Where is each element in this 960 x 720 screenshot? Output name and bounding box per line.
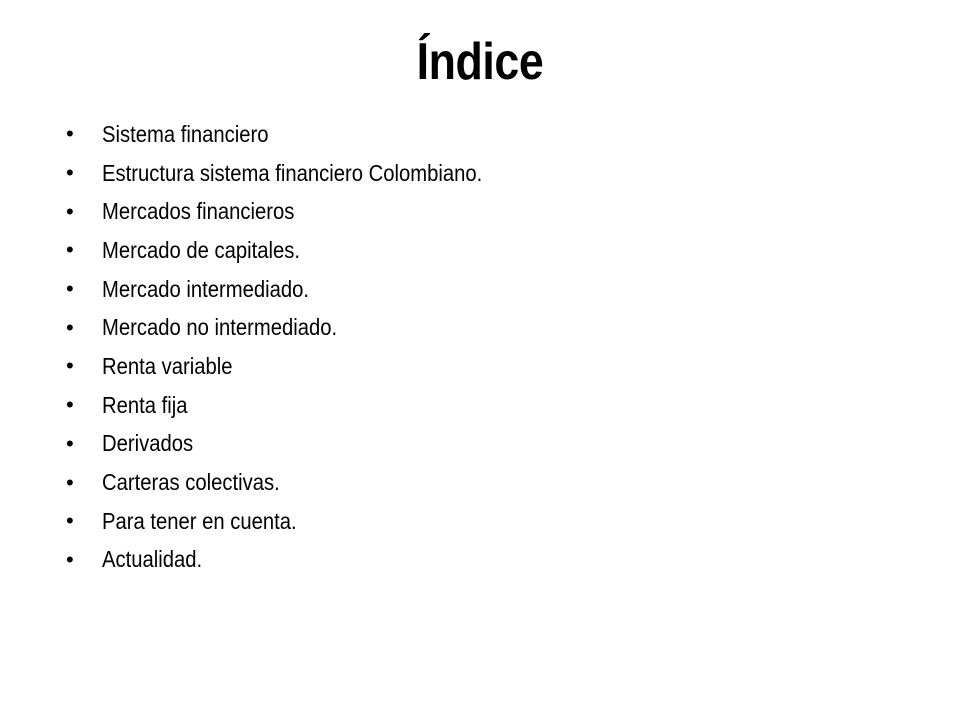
list-item-text: Carteras colectivas. [102, 469, 280, 496]
bullet-icon: • [66, 469, 74, 495]
bullet-icon: • [66, 314, 74, 340]
list-item [58, 154, 534, 193]
list-item [58, 541, 534, 580]
list-item [58, 231, 534, 270]
list-item [58, 386, 534, 425]
list-item [58, 192, 534, 231]
list-item-text: Actualidad. [102, 546, 203, 573]
list-item-text: Sistema financiero [102, 120, 269, 147]
slide-title: Índice [416, 33, 544, 91]
list-item [58, 347, 534, 386]
list-item-text: Mercados financieros [102, 198, 295, 225]
bullet-icon: • [66, 160, 74, 186]
list-item-text: Mercado de capitales. [102, 236, 301, 263]
bullet-icon: • [66, 430, 74, 456]
list-item-text: Derivados [102, 430, 194, 457]
bullet-icon: • [66, 508, 74, 534]
bullet-icon: • [66, 237, 74, 263]
list-item-text: Para tener en cuenta. [102, 507, 297, 534]
bullet-icon: • [66, 121, 74, 147]
list-item-text: Estructura sistema financiero Colombiano. [102, 159, 483, 186]
list-item-text: Renta variable [102, 352, 233, 379]
bullet-icon: • [66, 392, 74, 418]
list-item [58, 502, 534, 541]
list-item [58, 115, 534, 154]
list-item-text: Mercado intermediado. [102, 275, 310, 302]
bullet-icon: • [66, 276, 74, 302]
list-item-text: Renta fija [102, 391, 188, 418]
list-item [58, 270, 534, 309]
bullet-icon: • [66, 353, 74, 379]
bullet-icon: • [66, 198, 74, 224]
bullet-icon: • [66, 546, 74, 572]
list-item [58, 425, 534, 464]
list-item [58, 308, 534, 347]
list-item [58, 463, 534, 502]
list-item-text: Mercado no intermediado. [102, 314, 338, 341]
bullet-list [58, 115, 534, 579]
